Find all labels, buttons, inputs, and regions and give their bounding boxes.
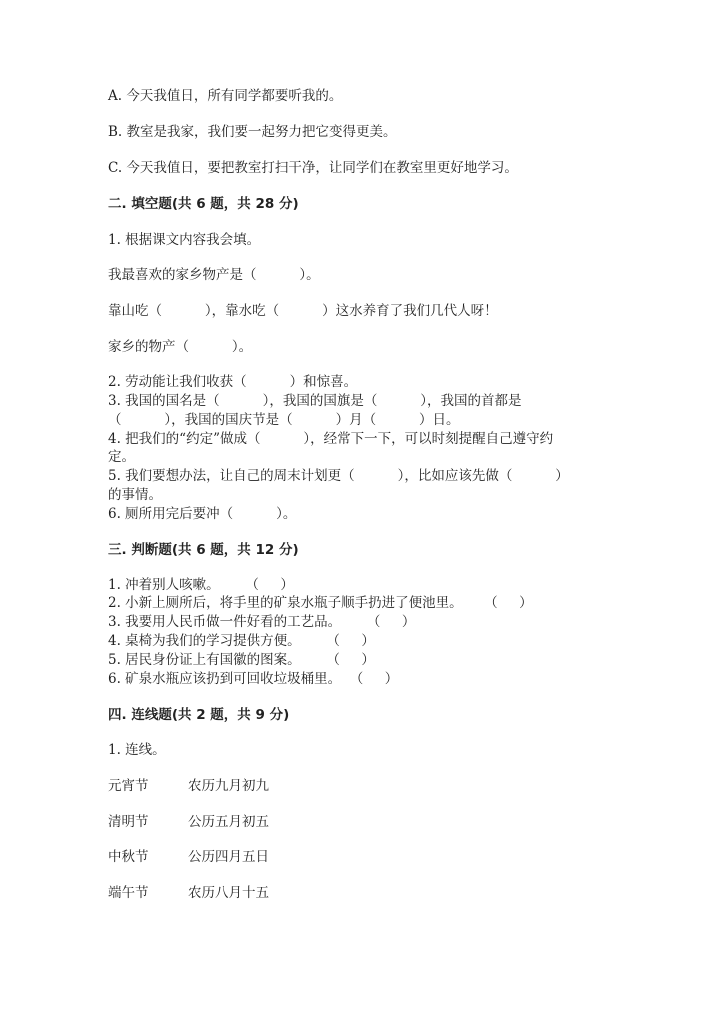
option-b: B. 教室是我家，我们要一起努力把它变得更美。: [108, 124, 397, 140]
fill-question-4-line-1: 4. 把我们的“约定”做成（ ），经常下一下，可以时刻提醒自己遵守约: [108, 431, 554, 447]
judge-item: 4. 桌椅为我们的学习提供方便。 （ ）: [108, 633, 375, 649]
judge-item: 1. 冲着别人咳嗽。 （ ）: [108, 577, 294, 593]
match-question-1: 1. 连线。: [108, 742, 166, 758]
fill-question-2: 2. 劳动能让我们收获（ ）和惊喜。: [108, 374, 358, 390]
section-heading-judge: 三. 判断题(共 6 题，共 12 分): [108, 542, 299, 558]
fill-question-5-line-2: 的事情。: [108, 487, 162, 503]
option-c: C. 今天我值日，要把教室打扫干净，让同学们在教室里更好地学习。: [108, 160, 518, 176]
fill-question-5-line-1: 5. 我们要想办法，让自己的周末计划更（ ），比如应该先做（ ）: [108, 468, 569, 484]
fill-question-1-a: 我最喜欢的家乡物产是（ ）。: [108, 267, 320, 283]
judge-item: 3. 我要用人民币做一件好看的工艺品。 （ ）: [108, 614, 416, 630]
fill-question-3-line-1: 3. 我国的国名是（ ），我国的国旗是（ ），我国的首都是: [108, 393, 522, 409]
match-right-item: 公历四月五日: [188, 849, 269, 865]
match-left-item: 中秋节: [108, 849, 149, 865]
fill-question-4-line-2: 定。: [108, 449, 135, 465]
match-right-item: 公历五月初五: [188, 814, 269, 830]
match-right-item: 农历九月初九: [188, 778, 269, 794]
match-left-item: 元宵节: [108, 778, 149, 794]
fill-question-1: 1. 根据课文内容我会填。: [108, 232, 261, 248]
fill-question-1-c: 家乡的物产（ ）。: [108, 339, 253, 355]
section-heading-fill: 二. 填空题(共 6 题，共 28 分): [108, 196, 299, 212]
match-left-item: 端午节: [108, 885, 149, 901]
match-right-item: 农历八月十五: [188, 885, 269, 901]
judge-item: 6. 矿泉水瓶应该扔到可回收垃圾桶里。 （ ）: [108, 671, 399, 687]
fill-question-6: 6. 厕所用完后要冲（ ）。: [108, 506, 297, 522]
fill-question-3-line-2: （ ），我国的国庆节是（ ）月（ ）日。: [108, 412, 460, 428]
section-heading-match: 四. 连线题(共 2 题，共 9 分): [108, 707, 290, 723]
option-a: A. 今天我值日，所有同学都要听我的。: [108, 88, 343, 104]
judge-item: 5. 居民身份证上有国徽的图案。 （ ）: [108, 652, 375, 668]
judge-item: 2. 小新上厕所后，将手里的矿泉水瓶子顺手扔进了便池里。 （ ）: [108, 595, 533, 611]
match-left-item: 清明节: [108, 814, 149, 830]
fill-question-1-b: 靠山吃（ ），靠水吃（ ）这水养育了我们几代人呀！: [108, 303, 498, 319]
